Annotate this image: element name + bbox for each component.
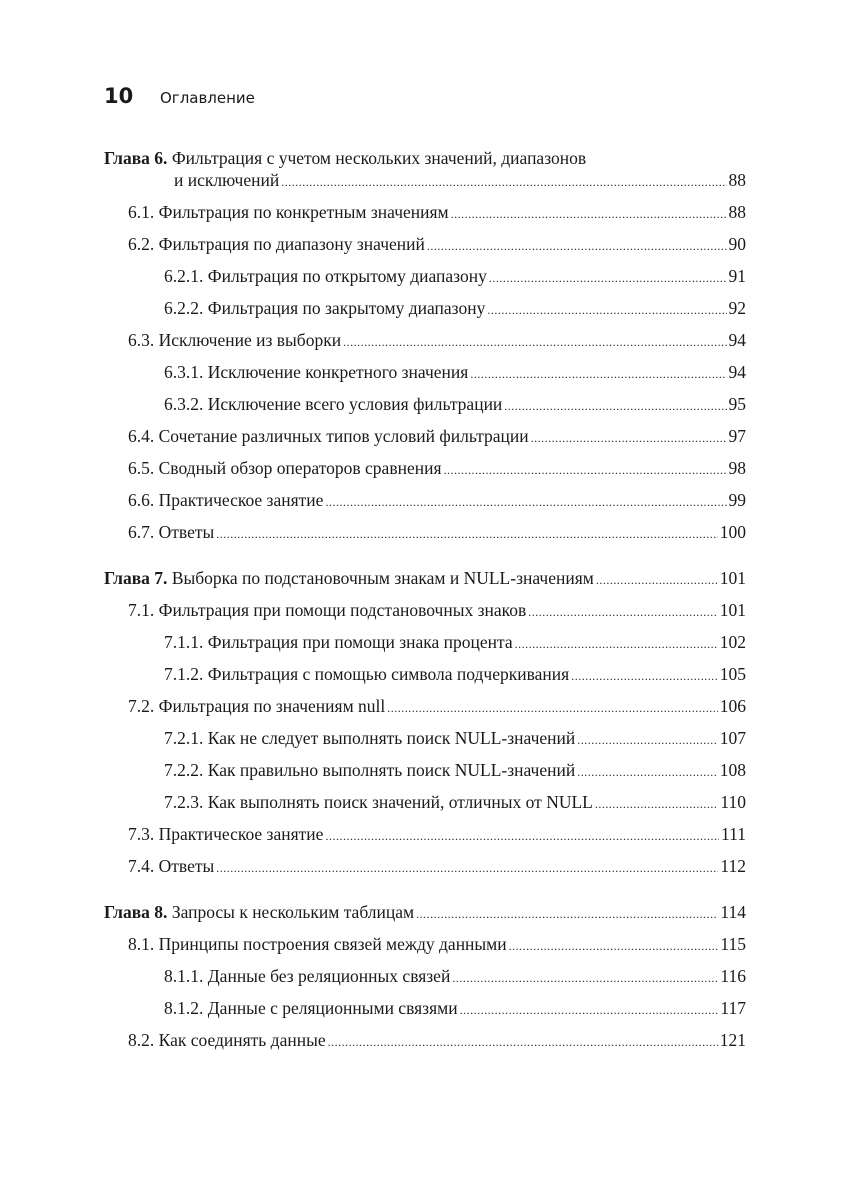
section-number: 7.1.1. bbox=[164, 632, 204, 652]
section-number: 7.2.2. bbox=[164, 760, 204, 780]
section-title: Сочетание различных типов условий фильтрации bbox=[158, 426, 529, 446]
leader-dots bbox=[328, 1030, 718, 1051]
page-ref: 100 bbox=[719, 522, 746, 542]
leader-dots bbox=[470, 362, 726, 383]
section-title: Данные без реляционных связей bbox=[207, 966, 451, 986]
leader-dots bbox=[325, 490, 726, 511]
section-number: 8.1.2. bbox=[164, 998, 204, 1018]
page-ref: 115 bbox=[720, 934, 746, 954]
page-ref: 95 bbox=[728, 394, 746, 414]
toc-entry[interactable] bbox=[104, 394, 746, 426]
toc-entry[interactable] bbox=[104, 760, 746, 792]
section-title: Фильтрация по конкретным значениям bbox=[158, 202, 449, 222]
toc-entry[interactable] bbox=[104, 266, 746, 298]
page-ref: 101 bbox=[719, 600, 746, 620]
toc-entry[interactable] bbox=[104, 330, 746, 362]
toc-entry[interactable] bbox=[104, 824, 746, 856]
section-title: Как соединять данные bbox=[158, 1030, 326, 1050]
toc-entry[interactable] bbox=[104, 202, 746, 234]
chapter-title: Запросы к нескольким таблицам bbox=[171, 902, 415, 922]
leader-dots bbox=[571, 664, 718, 685]
page-ref: 98 bbox=[728, 458, 746, 478]
section-title: Фильтрация при помощи подстановочных знаков bbox=[158, 600, 527, 620]
section-number: 6.2.1. bbox=[164, 266, 204, 286]
chapter-section bbox=[104, 568, 746, 888]
section-number: 7.1. bbox=[128, 600, 155, 620]
toc-entry[interactable] bbox=[104, 696, 746, 728]
section-title: Фильтрация при помощи знака процента bbox=[207, 632, 513, 652]
leader-dots bbox=[325, 824, 719, 845]
section-number: 6.3. bbox=[128, 330, 155, 350]
toc-entry[interactable] bbox=[104, 728, 746, 760]
section-title: Как правильно выполнять поиск NULL-значений bbox=[207, 760, 576, 780]
leader-dots bbox=[452, 966, 718, 987]
leader-dots bbox=[489, 266, 727, 287]
chapter-heading[interactable] bbox=[104, 902, 746, 934]
page-ref: 117 bbox=[720, 998, 746, 1018]
section-title: Фильтрация по диапазону значений bbox=[158, 234, 425, 254]
toc-entry[interactable] bbox=[104, 632, 746, 664]
section-number: 8.2. bbox=[128, 1030, 155, 1050]
page-ref: 88 bbox=[728, 202, 746, 222]
section-title: Данные с реляционными связями bbox=[207, 998, 458, 1018]
section-title: Как не следует выполнять поиск NULL-значений bbox=[207, 728, 576, 748]
section-title: Исключение конкретного значения bbox=[207, 362, 469, 382]
leader-dots bbox=[596, 568, 718, 589]
page-ref: 106 bbox=[719, 696, 746, 716]
page-ref: 94 bbox=[728, 330, 746, 350]
leader-dots bbox=[577, 760, 718, 781]
page-ref: 94 bbox=[728, 362, 746, 382]
leader-dots bbox=[531, 426, 727, 447]
page-ref: 99 bbox=[728, 490, 746, 510]
section-title: Ответы bbox=[158, 522, 215, 542]
toc-entry[interactable] bbox=[104, 1030, 746, 1062]
toc-entry[interactable] bbox=[104, 966, 746, 998]
section-number: 6.2.2. bbox=[164, 298, 204, 318]
page-ref: 97 bbox=[728, 426, 746, 446]
section-number: 8.1.1. bbox=[164, 966, 204, 986]
toc-entry[interactable] bbox=[104, 856, 746, 888]
page-ref: 107 bbox=[719, 728, 746, 748]
section-number: 7.4. bbox=[128, 856, 155, 876]
section-number: 6.1. bbox=[128, 202, 155, 222]
page-header bbox=[104, 84, 255, 108]
leader-dots bbox=[577, 728, 717, 749]
toc-entry[interactable] bbox=[104, 522, 746, 554]
chapter-title: Фильтрация с учетом нескольких значений, диапазонов bbox=[171, 148, 587, 168]
section-number: 6.5. bbox=[128, 458, 155, 478]
toc-entry[interactable] bbox=[104, 362, 746, 394]
page-ref: 108 bbox=[719, 760, 746, 780]
section-title: Практическое занятие bbox=[158, 490, 324, 510]
section-title: Фильтрация по открытому диапазону bbox=[207, 266, 487, 286]
leader-dots bbox=[216, 856, 718, 877]
toc-entry[interactable] bbox=[104, 664, 746, 696]
section-title: Исключение всего условия фильтрации bbox=[207, 394, 503, 414]
chapter-label: Глава 7. bbox=[104, 568, 168, 588]
page-ref: 114 bbox=[720, 902, 746, 922]
page-ref: 90 bbox=[728, 234, 746, 254]
chapter-section bbox=[104, 148, 746, 554]
section-number: 6.3.2. bbox=[164, 394, 204, 414]
chapter-heading[interactable] bbox=[104, 148, 746, 170]
leader-dots bbox=[509, 934, 719, 955]
section-number: 6.4. bbox=[128, 426, 155, 446]
leader-dots bbox=[444, 458, 727, 479]
toc-entry[interactable] bbox=[104, 298, 746, 330]
toc-entry[interactable] bbox=[104, 934, 746, 966]
leader-dots bbox=[595, 792, 719, 813]
chapter-title: Выборка по подстановочным знакам и NULL-значениям bbox=[171, 568, 594, 588]
toc-entry[interactable] bbox=[104, 234, 746, 266]
section-number: 7.1.2. bbox=[164, 664, 204, 684]
section-number: 7.2.3. bbox=[164, 792, 204, 812]
toc-entry[interactable] bbox=[104, 426, 746, 458]
table-of-contents bbox=[104, 148, 746, 1062]
leader-dots bbox=[451, 202, 727, 223]
page-ref: 88 bbox=[728, 170, 746, 190]
page-ref: 112 bbox=[720, 856, 746, 876]
section-title: Фильтрация с помощью символа подчеркивания bbox=[207, 664, 570, 684]
page-ref: 111 bbox=[721, 824, 746, 844]
section-number: 7.2. bbox=[128, 696, 155, 716]
section-title: Исключение из выборки bbox=[158, 330, 342, 350]
chapter-label: Глава 6. bbox=[104, 148, 168, 168]
toc-entry[interactable] bbox=[104, 998, 746, 1030]
leader-dots bbox=[416, 902, 718, 923]
page-ref: 92 bbox=[728, 298, 746, 318]
section-title: Как выполнять поиск значений, отличных от NULL bbox=[207, 792, 593, 812]
leader-dots bbox=[487, 298, 726, 319]
leader-dots bbox=[515, 632, 718, 653]
leader-dots bbox=[427, 234, 727, 255]
section-number: 6.3.1. bbox=[164, 362, 204, 382]
page-ref: 105 bbox=[719, 664, 746, 684]
section-title: Принципы построения связей между данными bbox=[158, 934, 507, 954]
section-number: 7.2.1. bbox=[164, 728, 204, 748]
leader-dots bbox=[504, 394, 726, 415]
section-number: 6.6. bbox=[128, 490, 155, 510]
page-ref: 101 bbox=[719, 568, 746, 588]
toc-entry[interactable] bbox=[104, 490, 746, 522]
chapter-heading[interactable] bbox=[104, 568, 746, 600]
chapter-heading-continued[interactable] bbox=[104, 170, 746, 202]
toc-entry[interactable] bbox=[104, 792, 746, 824]
section-title: Сводный обзор операторов сравнения bbox=[158, 458, 442, 478]
chapter-section bbox=[104, 902, 746, 1062]
section-number: 7.3. bbox=[128, 824, 155, 844]
chapter-title-cont: и исключений bbox=[174, 170, 280, 190]
page-ref: 110 bbox=[720, 792, 746, 812]
section-number: 6.2. bbox=[128, 234, 155, 254]
leader-dots bbox=[343, 330, 726, 351]
chapter-label: Глава 8. bbox=[104, 902, 168, 922]
section-title: Фильтрация по значениям null bbox=[158, 696, 386, 716]
page-ref: 102 bbox=[719, 632, 746, 652]
toc-entry[interactable] bbox=[104, 600, 746, 632]
section-number: 6.7. bbox=[128, 522, 155, 542]
toc-entry[interactable] bbox=[104, 458, 746, 490]
leader-dots bbox=[460, 998, 719, 1019]
page-ref: 91 bbox=[728, 266, 746, 286]
section-title: Фильтрация по закрытому диапазону bbox=[207, 298, 486, 318]
leader-dots bbox=[387, 696, 717, 717]
section-title: Ответы bbox=[158, 856, 215, 876]
running-title: Оглавление bbox=[160, 89, 255, 107]
leader-dots bbox=[216, 522, 718, 543]
section-title: Практическое занятие bbox=[158, 824, 324, 844]
leader-dots bbox=[528, 600, 717, 621]
page-ref: 121 bbox=[719, 1030, 746, 1050]
page-ref: 116 bbox=[720, 966, 746, 986]
leader-dots bbox=[281, 170, 726, 191]
page-number: 10 bbox=[104, 84, 134, 108]
section-number: 8.1. bbox=[128, 934, 155, 954]
